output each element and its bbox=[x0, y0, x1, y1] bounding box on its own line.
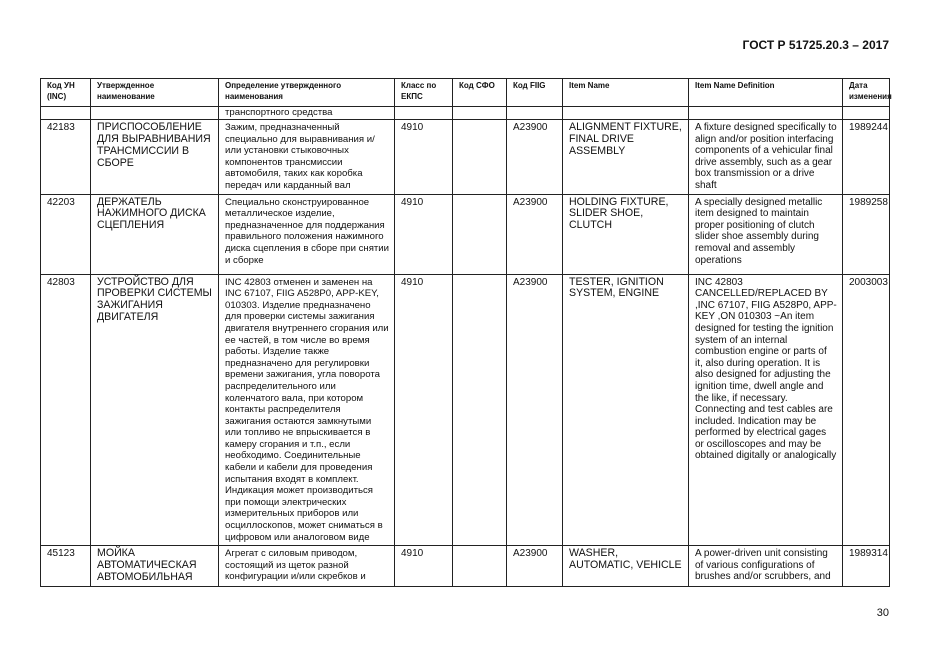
cell-definition-ru: Зажим, предназначенный специально для выравнивания и/или установки стыковочных компонентов трансмиссии автомобиля, таких как коробка передач или карданный вал bbox=[219, 120, 395, 195]
cell-code-sfo bbox=[453, 194, 507, 274]
cell-code-fiig: A23900 bbox=[507, 274, 563, 546]
col-header-definition-ru: Определение утвержденного наименования bbox=[219, 79, 395, 107]
cell-code-sfo bbox=[453, 546, 507, 587]
table-row bbox=[41, 546, 890, 587]
cell-item-definition: A fixture designed specifically to align and/or position interfacing components of a vehicular final drive assembly, such as a gear box transmission or a drive shaft bbox=[689, 120, 843, 195]
cell-inc: 45123 bbox=[41, 546, 91, 587]
cell-date: 1989258 bbox=[843, 194, 890, 274]
cell-item-definition: INC 42803 CANCELLED/REPLACED BY ,INC 67107, FIIG A528P0, APP-KEY ,ON 010303 ~An item designed for testing the ignition system of an internal combustion engine or parts of it, also during operation. It is also designed for adjusting the ignition time, dwell angle and the like, if necessary. Connecting and test cables are included. Indication may be performed by electrical gages or oscilloscopes and may be obtained digitally or analogically bbox=[689, 274, 843, 546]
cell-item-definition: A power-driven unit consisting of various configurations of brushes and/or scrubbers, and bbox=[689, 546, 843, 587]
cell-class-ekps: 4910 bbox=[395, 120, 453, 195]
cell-code-fiig: A23900 bbox=[507, 546, 563, 587]
table-row bbox=[41, 194, 890, 274]
cell-item-definition: A specially designed metallic item designed to maintain proper positioning of clutch slider shoe assembly during removal and assembly operations bbox=[689, 194, 843, 274]
cell-inc: 42203 bbox=[41, 194, 91, 274]
cell-definition-ru: INC 42803 отменен и заменен на INC 67107, FIIG A528P0, APP-KEY, 010303. Изделие предназначено для проверки системы зажигания двигателя внутреннего сгорания или ее частей, в том числе во время работы. Изделие также предназначено для регулировки времени зажигания, угла поворота распределительного или коленчатого вала, при котором контакты распределителя зажигания остаются замкнутыми или топливо не впрыскивается в камеру сгорания и т.п., если необходимо. Соединительные кабели и кабели для проведения испытания входят в комплект. Индикация может производиться при помощи электрических измерительных приборов или осциллоскопов, может сниматься в цифровом или аналоговом виде bbox=[219, 274, 395, 546]
continuation-row bbox=[41, 107, 890, 120]
table-row bbox=[41, 120, 890, 195]
table-header-row bbox=[41, 79, 890, 107]
cell-code-fiig: A23900 bbox=[507, 194, 563, 274]
cell-name-ru: ДЕРЖАТЕЛЬ НАЖИМНОГО ДИСКА СЦЕПЛЕНИЯ bbox=[91, 194, 219, 274]
cell-item-name: TESTER, IGNITION SYSTEM, ENGINE bbox=[563, 274, 689, 546]
cell-item-name: WASHER, AUTOMATIC, VEHICLE bbox=[563, 546, 689, 587]
col-header-item-name: Item Name bbox=[563, 79, 689, 107]
cell-inc: 42803 bbox=[41, 274, 91, 546]
cell-class-ekps: 4910 bbox=[395, 194, 453, 274]
cell-name-ru: МОЙКА АВТОМАТИЧЕСКАЯ АВТОМОБИЛЬНАЯ bbox=[91, 546, 219, 587]
col-header-class-ekps: Класс по ЕКПС bbox=[395, 79, 453, 107]
cell-code-sfo bbox=[453, 274, 507, 546]
cell-code-sfo bbox=[453, 120, 507, 195]
cell-class-ekps: 4910 bbox=[395, 546, 453, 587]
cell-definition-ru: Агрегат с силовым приводом, состоящий из щеток разной конфигурации и/или скребков и bbox=[219, 546, 395, 587]
cell-code-fiig: A23900 bbox=[507, 120, 563, 195]
col-header-code-sfo: Код СФО bbox=[453, 79, 507, 107]
col-header-date: Дата изменения bbox=[843, 79, 890, 107]
cell-definition-ru: Специально сконструированное металлическое изделие, предназначенное для поддержания правильного положения нажимного диска сцепления в сборе при снятии и сборке bbox=[219, 194, 395, 274]
cell-item-name: HOLDING FIXTURE, SLIDER SHOE, CLUTCH bbox=[563, 194, 689, 274]
col-header-item-definition: Item Name Definition bbox=[689, 79, 843, 107]
cell-name-ru: ПРИСПОСОБЛЕНИЕ ДЛЯ ВЫРАВНИВАНИЯ ТРАНСМИССИИ В СБОРЕ bbox=[91, 120, 219, 195]
cell-date: 1989314 bbox=[843, 546, 890, 587]
cell-class-ekps: 4910 bbox=[395, 274, 453, 546]
cell-item-name: ALIGNMENT FIXTURE, FINAL DRIVE ASSEMBLY bbox=[563, 120, 689, 195]
cell-name-ru: УСТРОЙСТВО ДЛЯ ПРОВЕРКИ СИСТЕМЫ ЗАЖИГАНИЯ ДВИГАТЕЛЯ bbox=[91, 274, 219, 546]
page-number: 30 bbox=[876, 607, 889, 619]
col-header-inc: Код УН (INC) bbox=[41, 79, 91, 107]
col-header-name-ru: Утвержденное наименование bbox=[91, 79, 219, 107]
nomenclature-table bbox=[40, 78, 890, 587]
table-row bbox=[41, 274, 890, 546]
cell-date: 2003003 bbox=[843, 274, 890, 546]
continuation-definition: транспортного средства bbox=[219, 107, 395, 120]
cell-inc: 42183 bbox=[41, 120, 91, 195]
cell-date: 1989244 bbox=[843, 120, 890, 195]
document-code: ГОСТ Р 51725.20.3 – 2017 bbox=[742, 38, 889, 52]
col-header-code-fiig: Код FIIG bbox=[507, 79, 563, 107]
